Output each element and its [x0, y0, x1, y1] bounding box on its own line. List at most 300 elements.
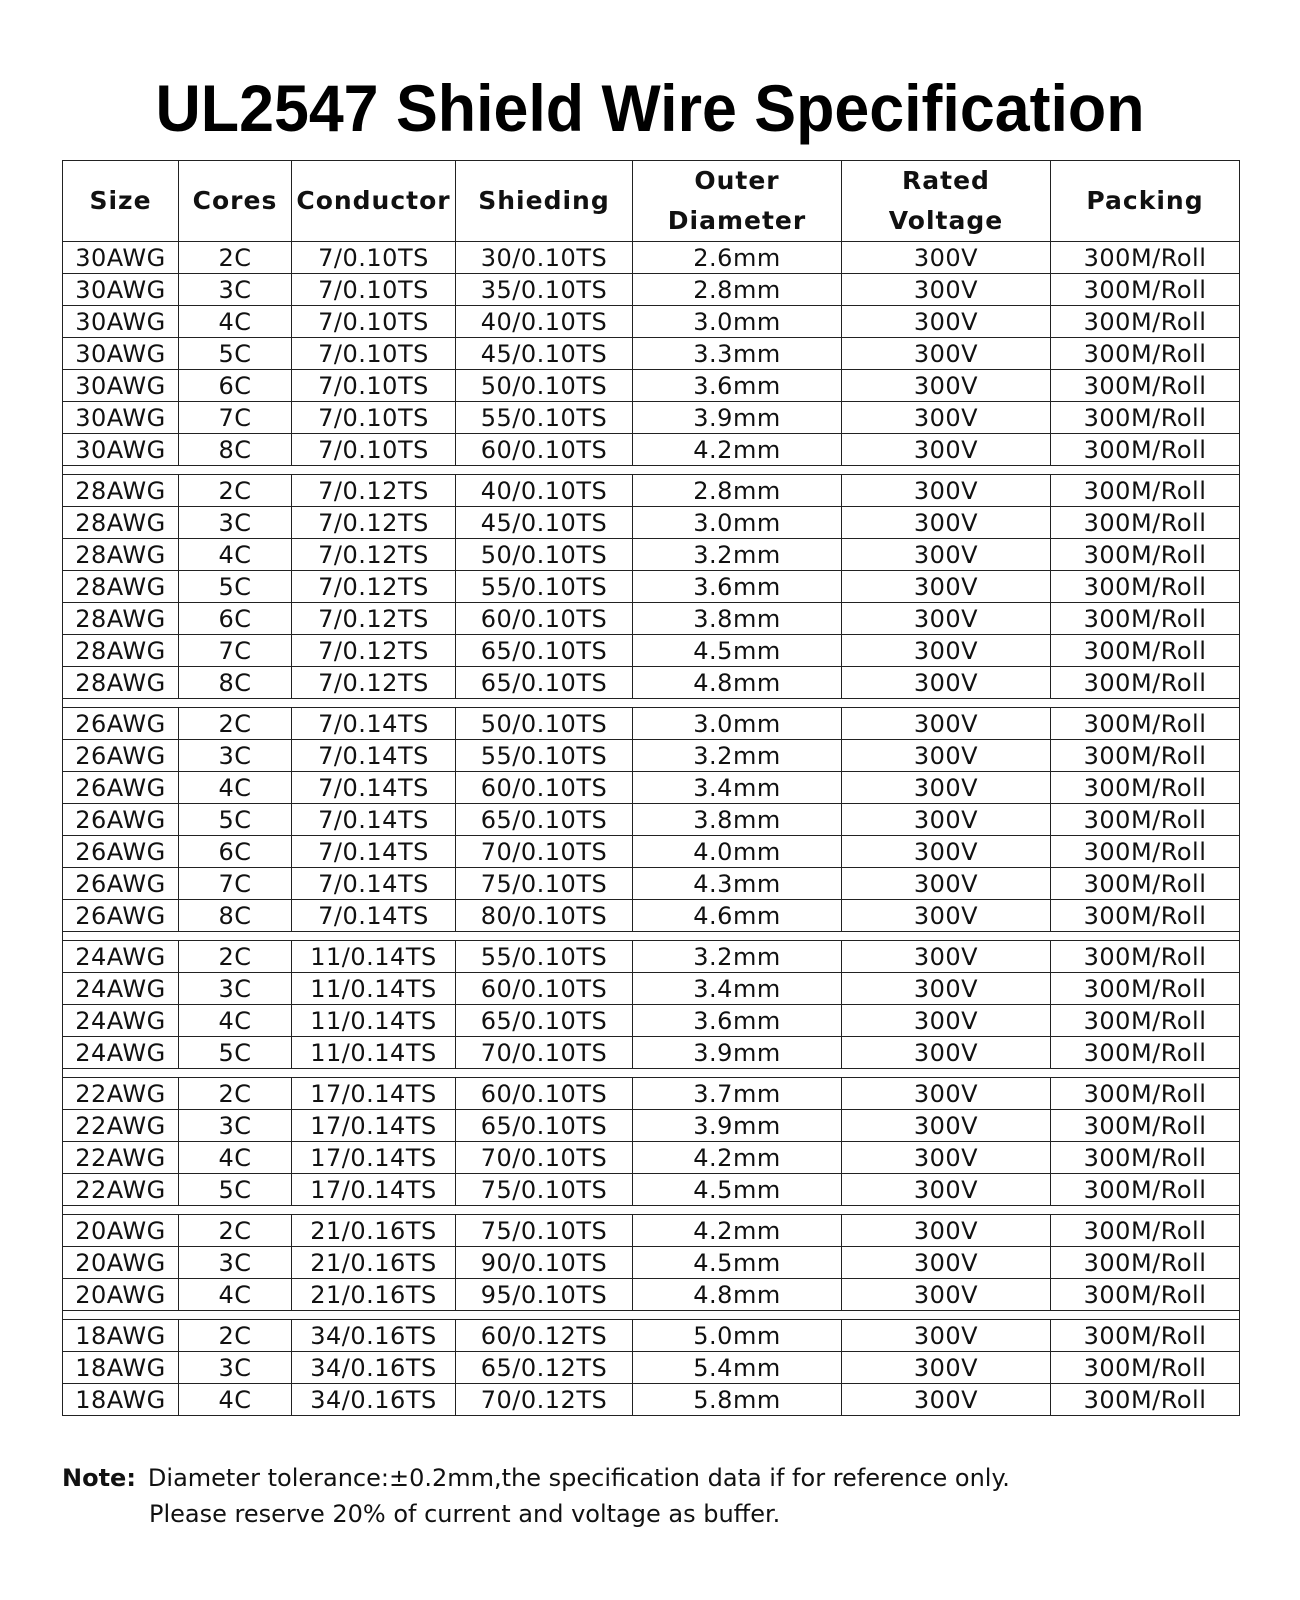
table-cell: 4C: [179, 772, 292, 804]
table-cell: 18AWG: [63, 1320, 179, 1352]
table-cell: 11/0.14TS: [292, 1005, 456, 1037]
table-row: [63, 1320, 1240, 1352]
table-cell: 65/0.10TS: [456, 635, 633, 667]
table-cell: 6C: [179, 603, 292, 635]
table-cell: 65/0.12TS: [456, 1352, 633, 1384]
table-cell: 34/0.16TS: [292, 1352, 456, 1384]
separator-cell: [63, 1206, 1240, 1215]
table-cell: 300M/Roll: [1051, 1078, 1240, 1110]
table-cell: 7C: [179, 868, 292, 900]
table-cell: 7/0.10TS: [292, 370, 456, 402]
table-cell: 3.9mm: [633, 402, 842, 434]
table-cell: 300V: [842, 434, 1051, 466]
table-cell: 4.2mm: [633, 434, 842, 466]
table-cell: 8C: [179, 667, 292, 699]
column-header-line1: Packing: [1086, 186, 1204, 215]
table-cell: 11/0.14TS: [292, 973, 456, 1005]
table-cell: 4.2mm: [633, 1215, 842, 1247]
table-cell: 3.2mm: [633, 539, 842, 571]
table-cell: 6C: [179, 836, 292, 868]
table-cell: 3C: [179, 1247, 292, 1279]
table-cell: 20AWG: [63, 1279, 179, 1311]
note: [62, 1460, 1010, 1532]
table-cell: 28AWG: [63, 571, 179, 603]
table-cell: 7/0.12TS: [292, 507, 456, 539]
table-cell: 5C: [179, 1174, 292, 1206]
table-cell: 45/0.10TS: [456, 507, 633, 539]
table-cell: 24AWG: [63, 973, 179, 1005]
group-separator: [63, 932, 1240, 941]
table-cell: 22AWG: [63, 1174, 179, 1206]
table-cell: 300M/Roll: [1051, 1320, 1240, 1352]
table-cell: 3.9mm: [633, 1110, 842, 1142]
table-cell: 300M/Roll: [1051, 1174, 1240, 1206]
table-cell: 26AWG: [63, 772, 179, 804]
table-cell: 300M/Roll: [1051, 571, 1240, 603]
table-cell: 300M/Roll: [1051, 338, 1240, 370]
table-cell: 300V: [842, 1005, 1051, 1037]
table-row: [63, 402, 1240, 434]
table-cell: 2C: [179, 708, 292, 740]
table-row: [63, 571, 1240, 603]
column-header: [456, 161, 633, 242]
table-cell: 65/0.10TS: [456, 804, 633, 836]
table-cell: 300M/Roll: [1051, 1142, 1240, 1174]
table-cell: 300V: [842, 1078, 1051, 1110]
table-row: [63, 274, 1240, 306]
table-cell: 7/0.12TS: [292, 571, 456, 603]
table-cell: 22AWG: [63, 1110, 179, 1142]
table-cell: 17/0.14TS: [292, 1078, 456, 1110]
table-cell: 50/0.10TS: [456, 370, 633, 402]
table-cell: 65/0.10TS: [456, 1110, 633, 1142]
table-cell: 18AWG: [63, 1352, 179, 1384]
table-cell: 3.6mm: [633, 571, 842, 603]
table-cell: 3C: [179, 274, 292, 306]
table-row: [63, 1247, 1240, 1279]
table-row: [63, 1078, 1240, 1110]
table-cell: 4.6mm: [633, 900, 842, 932]
table-cell: 75/0.10TS: [456, 1215, 633, 1247]
column-header-line1: Outer: [694, 166, 780, 195]
table-cell: 30AWG: [63, 274, 179, 306]
table-row: [63, 434, 1240, 466]
table-row: [63, 804, 1240, 836]
table-cell: 300M/Roll: [1051, 900, 1240, 932]
table-cell: 4C: [179, 1142, 292, 1174]
table-cell: 300V: [842, 900, 1051, 932]
table-cell: 3.8mm: [633, 804, 842, 836]
table-cell: 7/0.10TS: [292, 402, 456, 434]
group-separator: [63, 1069, 1240, 1078]
table-cell: 3.4mm: [633, 772, 842, 804]
note-line-1: Diameter tolerance:±0.2mm,the specification data if for reference only.: [147, 1464, 1010, 1492]
table-cell: 300V: [842, 402, 1051, 434]
table-cell: 5.8mm: [633, 1384, 842, 1416]
table-cell: 300M/Roll: [1051, 274, 1240, 306]
group-separator: [63, 466, 1240, 475]
table-cell: 20AWG: [63, 1247, 179, 1279]
table-cell: 300V: [842, 1142, 1051, 1174]
table-cell: 300V: [842, 338, 1051, 370]
table-cell: 300V: [842, 603, 1051, 635]
table-cell: 40/0.10TS: [456, 306, 633, 338]
column-header-line2: Diameter: [667, 206, 807, 235]
table-cell: 7/0.10TS: [292, 274, 456, 306]
table-row: [63, 635, 1240, 667]
table-row: [63, 836, 1240, 868]
separator-cell: [63, 932, 1240, 941]
table-cell: 7C: [179, 635, 292, 667]
table-cell: 7/0.10TS: [292, 306, 456, 338]
group-separator: [63, 1206, 1240, 1215]
table-body: [63, 242, 1240, 1416]
column-header-line1: Shieding: [478, 186, 610, 215]
table-cell: 300V: [842, 370, 1051, 402]
table-cell: 5C: [179, 338, 292, 370]
table-cell: 3.9mm: [633, 1037, 842, 1069]
table-cell: 7/0.14TS: [292, 772, 456, 804]
table-cell: 60/0.10TS: [456, 1078, 633, 1110]
table-cell: 7/0.10TS: [292, 242, 456, 274]
table-cell: 3C: [179, 973, 292, 1005]
table-row: [63, 242, 1240, 274]
table-cell: 2C: [179, 475, 292, 507]
table-cell: 3.0mm: [633, 507, 842, 539]
table-cell: 28AWG: [63, 635, 179, 667]
table-cell: 26AWG: [63, 900, 179, 932]
table-cell: 300M/Roll: [1051, 402, 1240, 434]
table-cell: 3.2mm: [633, 941, 842, 973]
table-cell: 7/0.12TS: [292, 539, 456, 571]
table-row: [63, 1110, 1240, 1142]
table-cell: 300V: [842, 868, 1051, 900]
table-cell: 3.2mm: [633, 740, 842, 772]
table-cell: 300V: [842, 1279, 1051, 1311]
table-cell: 20AWG: [63, 1215, 179, 1247]
table-cell: 30AWG: [63, 242, 179, 274]
table-row: [63, 868, 1240, 900]
table-cell: 300V: [842, 1215, 1051, 1247]
column-header-line1: Rated: [902, 166, 990, 195]
table-cell: 80/0.10TS: [456, 900, 633, 932]
table-cell: 21/0.16TS: [292, 1215, 456, 1247]
table-cell: 8C: [179, 434, 292, 466]
table-cell: 3.8mm: [633, 603, 842, 635]
table-row: [63, 1005, 1240, 1037]
table-cell: 300V: [842, 1352, 1051, 1384]
table-cell: 28AWG: [63, 667, 179, 699]
table-cell: 300M/Roll: [1051, 603, 1240, 635]
table-cell: 300V: [842, 973, 1051, 1005]
note-label: Note:: [62, 1464, 136, 1492]
table-cell: 30AWG: [63, 434, 179, 466]
column-header-line1: Size: [89, 186, 152, 215]
table-cell: 5C: [179, 1037, 292, 1069]
table-cell: 2.8mm: [633, 475, 842, 507]
table-cell: 28AWG: [63, 539, 179, 571]
table-row: [63, 973, 1240, 1005]
table-cell: 65/0.10TS: [456, 667, 633, 699]
table-cell: 3.3mm: [633, 338, 842, 370]
table-row: [63, 539, 1240, 571]
table-cell: 4C: [179, 1005, 292, 1037]
group-separator: [63, 1311, 1240, 1320]
table-cell: 300M/Roll: [1051, 242, 1240, 274]
table-cell: 3.6mm: [633, 1005, 842, 1037]
table-cell: 300M/Roll: [1051, 1110, 1240, 1142]
table-cell: 28AWG: [63, 507, 179, 539]
column-header-line2: Voltage: [888, 206, 1004, 235]
table-cell: 5C: [179, 571, 292, 603]
table-cell: 30AWG: [63, 306, 179, 338]
table-cell: 4.3mm: [633, 868, 842, 900]
column-header: [179, 161, 292, 242]
table-cell: 300V: [842, 941, 1051, 973]
table-cell: 300V: [842, 1037, 1051, 1069]
table-cell: 300M/Roll: [1051, 1279, 1240, 1311]
table-cell: 300M/Roll: [1051, 1005, 1240, 1037]
table-row: [63, 338, 1240, 370]
table-cell: 3.7mm: [633, 1078, 842, 1110]
column-header: [63, 161, 179, 242]
table-cell: 34/0.16TS: [292, 1320, 456, 1352]
table-cell: 60/0.10TS: [456, 973, 633, 1005]
table-cell: 2C: [179, 1215, 292, 1247]
table-cell: 300M/Roll: [1051, 1215, 1240, 1247]
table-cell: 60/0.10TS: [456, 434, 633, 466]
table-cell: 300M/Roll: [1051, 740, 1240, 772]
table-cell: 300V: [842, 804, 1051, 836]
table-cell: 55/0.10TS: [456, 941, 633, 973]
table-cell: 300M/Roll: [1051, 507, 1240, 539]
group-separator: [63, 699, 1240, 708]
table-cell: 70/0.10TS: [456, 1037, 633, 1069]
table-cell: 4C: [179, 306, 292, 338]
table-cell: 3C: [179, 740, 292, 772]
table-cell: 4.8mm: [633, 1279, 842, 1311]
table-cell: 2.8mm: [633, 274, 842, 306]
table-cell: 55/0.10TS: [456, 571, 633, 603]
table-cell: 300V: [842, 507, 1051, 539]
table-cell: 18AWG: [63, 1384, 179, 1416]
table-cell: 30AWG: [63, 338, 179, 370]
column-header: [1051, 161, 1240, 242]
table-cell: 300V: [842, 306, 1051, 338]
table-cell: 4.5mm: [633, 1247, 842, 1279]
table-cell: 7/0.14TS: [292, 836, 456, 868]
table-cell: 7/0.10TS: [292, 434, 456, 466]
table-row: [63, 740, 1240, 772]
table-cell: 300M/Roll: [1051, 306, 1240, 338]
table-cell: 55/0.10TS: [456, 402, 633, 434]
table-cell: 300M/Roll: [1051, 635, 1240, 667]
table-cell: 22AWG: [63, 1078, 179, 1110]
table-cell: 55/0.10TS: [456, 740, 633, 772]
table-row: [63, 475, 1240, 507]
table-cell: 7/0.12TS: [292, 635, 456, 667]
table-cell: 4.5mm: [633, 1174, 842, 1206]
table-cell: 24AWG: [63, 941, 179, 973]
column-header: [842, 161, 1051, 242]
table-row: [63, 1279, 1240, 1311]
table-cell: 30AWG: [63, 370, 179, 402]
table-cell: 2.6mm: [633, 242, 842, 274]
table-cell: 300V: [842, 635, 1051, 667]
table-row: [63, 900, 1240, 932]
table-cell: 300M/Roll: [1051, 1352, 1240, 1384]
table-cell: 60/0.10TS: [456, 772, 633, 804]
table-cell: 28AWG: [63, 475, 179, 507]
table-cell: 2C: [179, 1078, 292, 1110]
table-cell: 300M/Roll: [1051, 1247, 1240, 1279]
table-cell: 4.5mm: [633, 635, 842, 667]
table-cell: 300V: [842, 1384, 1051, 1416]
table-cell: 26AWG: [63, 708, 179, 740]
table-cell: 95/0.10TS: [456, 1279, 633, 1311]
table-cell: 300V: [842, 475, 1051, 507]
table-cell: 300M/Roll: [1051, 539, 1240, 571]
table-cell: 24AWG: [63, 1037, 179, 1069]
table-cell: 22AWG: [63, 1142, 179, 1174]
table-cell: 300M/Roll: [1051, 475, 1240, 507]
column-header-line1: Cores: [192, 186, 278, 215]
table-cell: 40/0.10TS: [456, 475, 633, 507]
table-cell: 2C: [179, 242, 292, 274]
table-cell: 300V: [842, 708, 1051, 740]
table-cell: 7/0.12TS: [292, 667, 456, 699]
table-cell: 7/0.14TS: [292, 868, 456, 900]
table-cell: 35/0.10TS: [456, 274, 633, 306]
table-cell: 26AWG: [63, 868, 179, 900]
separator-cell: [63, 1069, 1240, 1078]
table-row: [63, 370, 1240, 402]
table-cell: 2C: [179, 941, 292, 973]
table-cell: 4C: [179, 1384, 292, 1416]
table-row: [63, 603, 1240, 635]
table-cell: 26AWG: [63, 740, 179, 772]
table-row: [63, 1037, 1240, 1069]
table-cell: 75/0.10TS: [456, 868, 633, 900]
table-cell: 3C: [179, 1110, 292, 1142]
table-cell: 7/0.14TS: [292, 740, 456, 772]
table-cell: 11/0.14TS: [292, 941, 456, 973]
separator-cell: [63, 699, 1240, 708]
table-cell: 3C: [179, 507, 292, 539]
table-cell: 75/0.10TS: [456, 1174, 633, 1206]
table-row: [63, 1215, 1240, 1247]
column-header: [292, 161, 456, 242]
table-cell: 300V: [842, 772, 1051, 804]
header-row: [63, 161, 1240, 242]
table-cell: 4.2mm: [633, 1142, 842, 1174]
table-cell: 4C: [179, 539, 292, 571]
table-cell: 300V: [842, 539, 1051, 571]
table-cell: 7/0.14TS: [292, 804, 456, 836]
table-cell: 3.0mm: [633, 708, 842, 740]
table-cell: 7C: [179, 402, 292, 434]
table-cell: 6C: [179, 370, 292, 402]
table-header: [63, 161, 1240, 242]
table-cell: 300M/Roll: [1051, 1037, 1240, 1069]
table-cell: 300V: [842, 667, 1051, 699]
table-cell: 8C: [179, 900, 292, 932]
table-cell: 3.6mm: [633, 370, 842, 402]
separator-cell: [63, 1311, 1240, 1320]
table-row: [63, 941, 1240, 973]
table-row: [63, 1174, 1240, 1206]
table-cell: 4.8mm: [633, 667, 842, 699]
table-cell: 300M/Roll: [1051, 370, 1240, 402]
table-row: [63, 507, 1240, 539]
table-cell: 7/0.14TS: [292, 708, 456, 740]
table-cell: 3.0mm: [633, 306, 842, 338]
table-cell: 4C: [179, 1279, 292, 1311]
table-cell: 11/0.14TS: [292, 1037, 456, 1069]
column-header: [633, 161, 842, 242]
table-cell: 300M/Roll: [1051, 941, 1240, 973]
table-cell: 60/0.10TS: [456, 603, 633, 635]
table-cell: 300V: [842, 836, 1051, 868]
table-cell: 300V: [842, 571, 1051, 603]
table-row: [63, 306, 1240, 338]
table-cell: 7/0.12TS: [292, 475, 456, 507]
table-cell: 5.4mm: [633, 1352, 842, 1384]
table-row: [63, 1384, 1240, 1416]
table-cell: 7/0.12TS: [292, 603, 456, 635]
table-row: [63, 1352, 1240, 1384]
table-cell: 300V: [842, 740, 1051, 772]
table-cell: 3.4mm: [633, 973, 842, 1005]
table-cell: 300V: [842, 1320, 1051, 1352]
table-cell: 30AWG: [63, 402, 179, 434]
table-cell: 45/0.10TS: [456, 338, 633, 370]
table-cell: 50/0.10TS: [456, 708, 633, 740]
table-row: [63, 667, 1240, 699]
table-cell: 17/0.14TS: [292, 1174, 456, 1206]
table-cell: 300M/Roll: [1051, 772, 1240, 804]
table-cell: 50/0.10TS: [456, 539, 633, 571]
table-cell: 300M/Roll: [1051, 708, 1240, 740]
table-cell: 5C: [179, 804, 292, 836]
table-cell: 300M/Roll: [1051, 434, 1240, 466]
table-cell: 3C: [179, 1352, 292, 1384]
note-line-2: Please reserve 20% of current and voltage as buffer.: [149, 1500, 781, 1528]
table-cell: 4.0mm: [633, 836, 842, 868]
table-cell: 5.0mm: [633, 1320, 842, 1352]
table-cell: 300M/Roll: [1051, 667, 1240, 699]
table-cell: 2C: [179, 1320, 292, 1352]
table-cell: 65/0.10TS: [456, 1005, 633, 1037]
table-cell: 300V: [842, 1174, 1051, 1206]
table-cell: 21/0.16TS: [292, 1279, 456, 1311]
table-cell: 90/0.10TS: [456, 1247, 633, 1279]
table-cell: 17/0.14TS: [292, 1142, 456, 1174]
table-row: [63, 772, 1240, 804]
table-cell: 21/0.16TS: [292, 1247, 456, 1279]
table-cell: 26AWG: [63, 804, 179, 836]
table-cell: 300V: [842, 242, 1051, 274]
table-cell: 26AWG: [63, 836, 179, 868]
table-cell: 28AWG: [63, 603, 179, 635]
table-cell: 300M/Roll: [1051, 836, 1240, 868]
separator-cell: [63, 466, 1240, 475]
table-cell: 70/0.10TS: [456, 836, 633, 868]
spec-table: [62, 160, 1240, 1416]
table-cell: 24AWG: [63, 1005, 179, 1037]
table-cell: 300V: [842, 1247, 1051, 1279]
table-row: [63, 1142, 1240, 1174]
